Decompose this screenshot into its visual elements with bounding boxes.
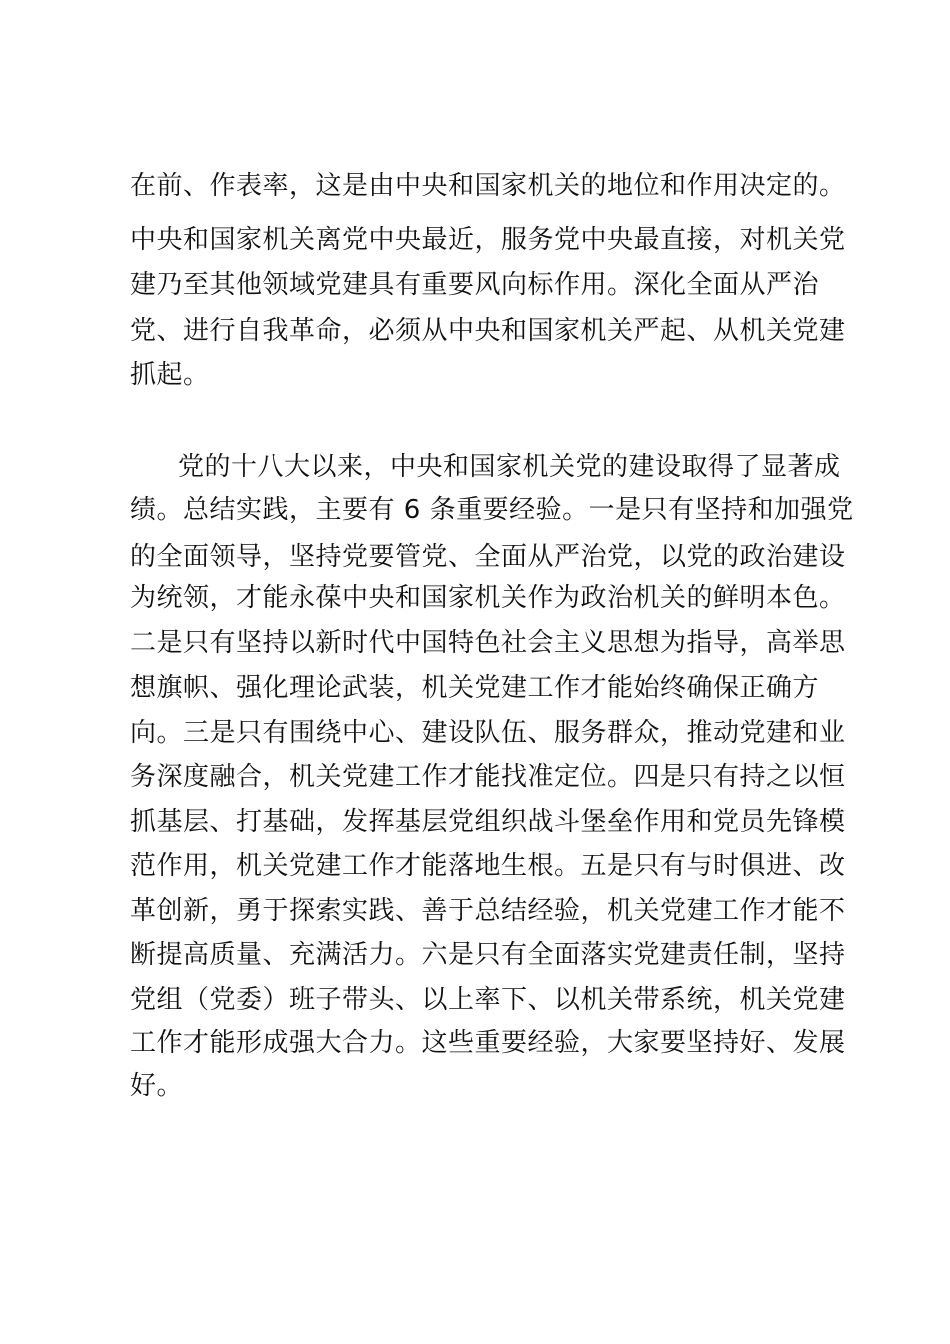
text-line: 为统领，才能永葆中央和国家机关作为政治机关的鲜明本色。 <box>130 583 846 613</box>
text-line: 的全面领导，坚持党要管党、全面从严治党，以党的政治建设 <box>130 542 846 572</box>
text-line: 好。 <box>130 1071 184 1101</box>
text-line: 党组（党委）班子带头、以上率下、以机关带系统，机关党建 <box>130 985 846 1015</box>
text-line: 建乃至其他领域党建具有重要风向标作用。深化全面从严治 <box>130 270 820 300</box>
text-line: 二是只有坚持以新时代中国特色社会主义思想为指导，高举思 <box>130 628 846 658</box>
text-line: 抓基层、打基础，发挥基层党组织战斗堡垒作用和党员先锋模 <box>130 807 846 837</box>
text-line: 工作才能形成强大合力。这些重要经验，大家要坚持好、发展 <box>130 1028 846 1058</box>
text-line: 向。三是只有围绕中心、建设队伍、服务群众，推动党建和业 <box>130 718 846 748</box>
text-line: 中央和国家机关离党中央最近，服务党中央最直接，对机关党 <box>130 225 846 255</box>
text-line: 革创新，勇于探索实践、善于总结经验，机关党建工作才能不 <box>130 896 846 926</box>
text-line: 党的十八大以来，中央和国家机关党的建设取得了显著成 <box>178 452 841 482</box>
text-line: 党、进行自我革命，必须从中央和国家机关严起、从机关党建 <box>130 316 846 346</box>
text-line: 断提高质量、充满活力。六是只有全面落实党建责任制，坚持 <box>130 940 846 970</box>
text-line: 范作用，机关党建工作才能落地生根。五是只有与时俱进、改 <box>130 851 846 881</box>
text-line: 在前、作表率，这是由中央和国家机关的地位和作用决定的。 <box>130 171 846 201</box>
text-line: 想旗帜、强化理论武装，机关党建工作才能始终确保正确方 <box>130 673 820 703</box>
text-line: 绩。总结实践，主要有 6 条重要经验。一是只有坚持和加强党 <box>130 495 854 525</box>
text-line: 务深度融合，机关党建工作才能找准定位。四是只有持之以恒 <box>130 762 846 792</box>
text-line: 抓起。 <box>130 360 210 390</box>
